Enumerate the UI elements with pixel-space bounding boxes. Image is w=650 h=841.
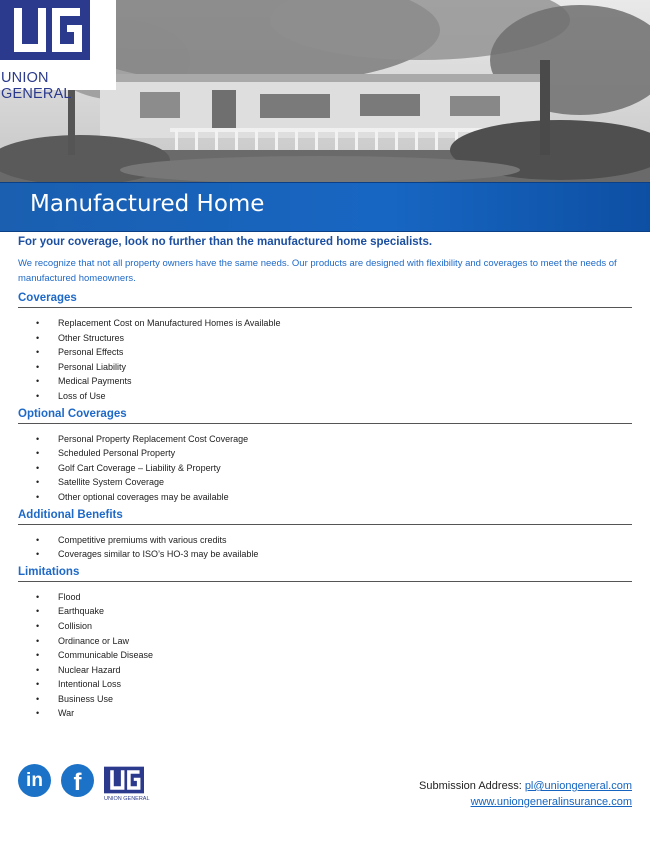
bullet-list: [18, 590, 632, 721]
section-heading: Coverages: [18, 292, 632, 308]
bullet-list: [18, 316, 632, 404]
submission-label: Submission Address:: [419, 780, 525, 792]
submission-line: [419, 778, 632, 794]
section-optional-coverages: [18, 408, 632, 505]
list-item: • Competitive premiums with various credits: [36, 534, 227, 545]
section-heading: Optional Coverages: [18, 408, 632, 424]
list-item: • Earthquake: [36, 606, 105, 617]
section-heading: Limitations: [18, 566, 632, 582]
main-content: [18, 236, 632, 725]
email-link[interactable]: pl@uniongeneral.com: [524, 780, 632, 792]
list-item: • Business Use: [36, 693, 114, 704]
list-item: • Scheduled Personal Property: [36, 448, 176, 459]
website-line: [419, 794, 632, 810]
list-item: • Other optional coverages may be available: [36, 491, 229, 502]
facebook-icon[interactable]: f: [61, 764, 94, 797]
list-item: • Other Structures: [36, 332, 125, 343]
bullet-list: [18, 432, 632, 505]
list-item: • War: [36, 708, 75, 719]
hero-photo: [0, 0, 650, 182]
list-item: • Collision: [36, 620, 93, 631]
list-item: • Personal Effects: [36, 347, 124, 358]
website-link[interactable]: www.uniongeneralinsurance.com: [470, 796, 632, 808]
logo[interactable]: [0, 0, 116, 102]
list-item: • Coverages similar to ISO’s HO-3 may be available: [36, 549, 259, 560]
list-item: • Flood: [36, 591, 81, 602]
section-heading: Additional Benefits: [18, 509, 632, 525]
list-item: • Replacement Cost on Manufactured Homes is Available: [36, 318, 281, 328]
union-general-small-logo[interactable]: [104, 766, 160, 804]
section-limitations: [18, 566, 632, 721]
list-item: • Communicable Disease: [36, 650, 154, 661]
linkedin-icon[interactable]: in: [18, 764, 51, 797]
list-item: • Intentional Loss: [36, 679, 122, 690]
list-item: • Medical Payments: [36, 376, 132, 387]
title-banner: [0, 182, 650, 232]
list-item: • Personal Liability: [36, 361, 127, 372]
list-item: • Ordinance or Law: [36, 635, 130, 646]
submission-info: [419, 778, 632, 810]
page-title: Manufactured Home: [30, 191, 265, 217]
list-item: • Nuclear Hazard: [36, 664, 121, 675]
intro-paragraph: We recognize that not all property owners have the same needs. Our products are designed with flexibility and coverages to meet the needs of manufactured homeowners.: [18, 258, 617, 284]
union-general-logo-icon: [104, 766, 144, 794]
list-item: • Satellite System Coverage: [36, 477, 165, 488]
section-additional-benefits: [18, 509, 632, 562]
section-coverages: [18, 292, 632, 404]
union-general-logo-icon: [0, 0, 90, 60]
list-item: • Loss of Use: [36, 390, 106, 401]
logo-text: UNION GENERAL: [1, 70, 72, 102]
tagline: For your coverage, look no further than the manufactured home specialists.: [18, 236, 433, 248]
small-logo-text: UNION GENERAL: [104, 796, 150, 802]
list-item: • Golf Cart Coverage – Liability & Property: [36, 462, 221, 473]
bullet-list: [18, 533, 632, 562]
list-item: • Personal Property Replacement Cost Coverage: [36, 433, 249, 444]
